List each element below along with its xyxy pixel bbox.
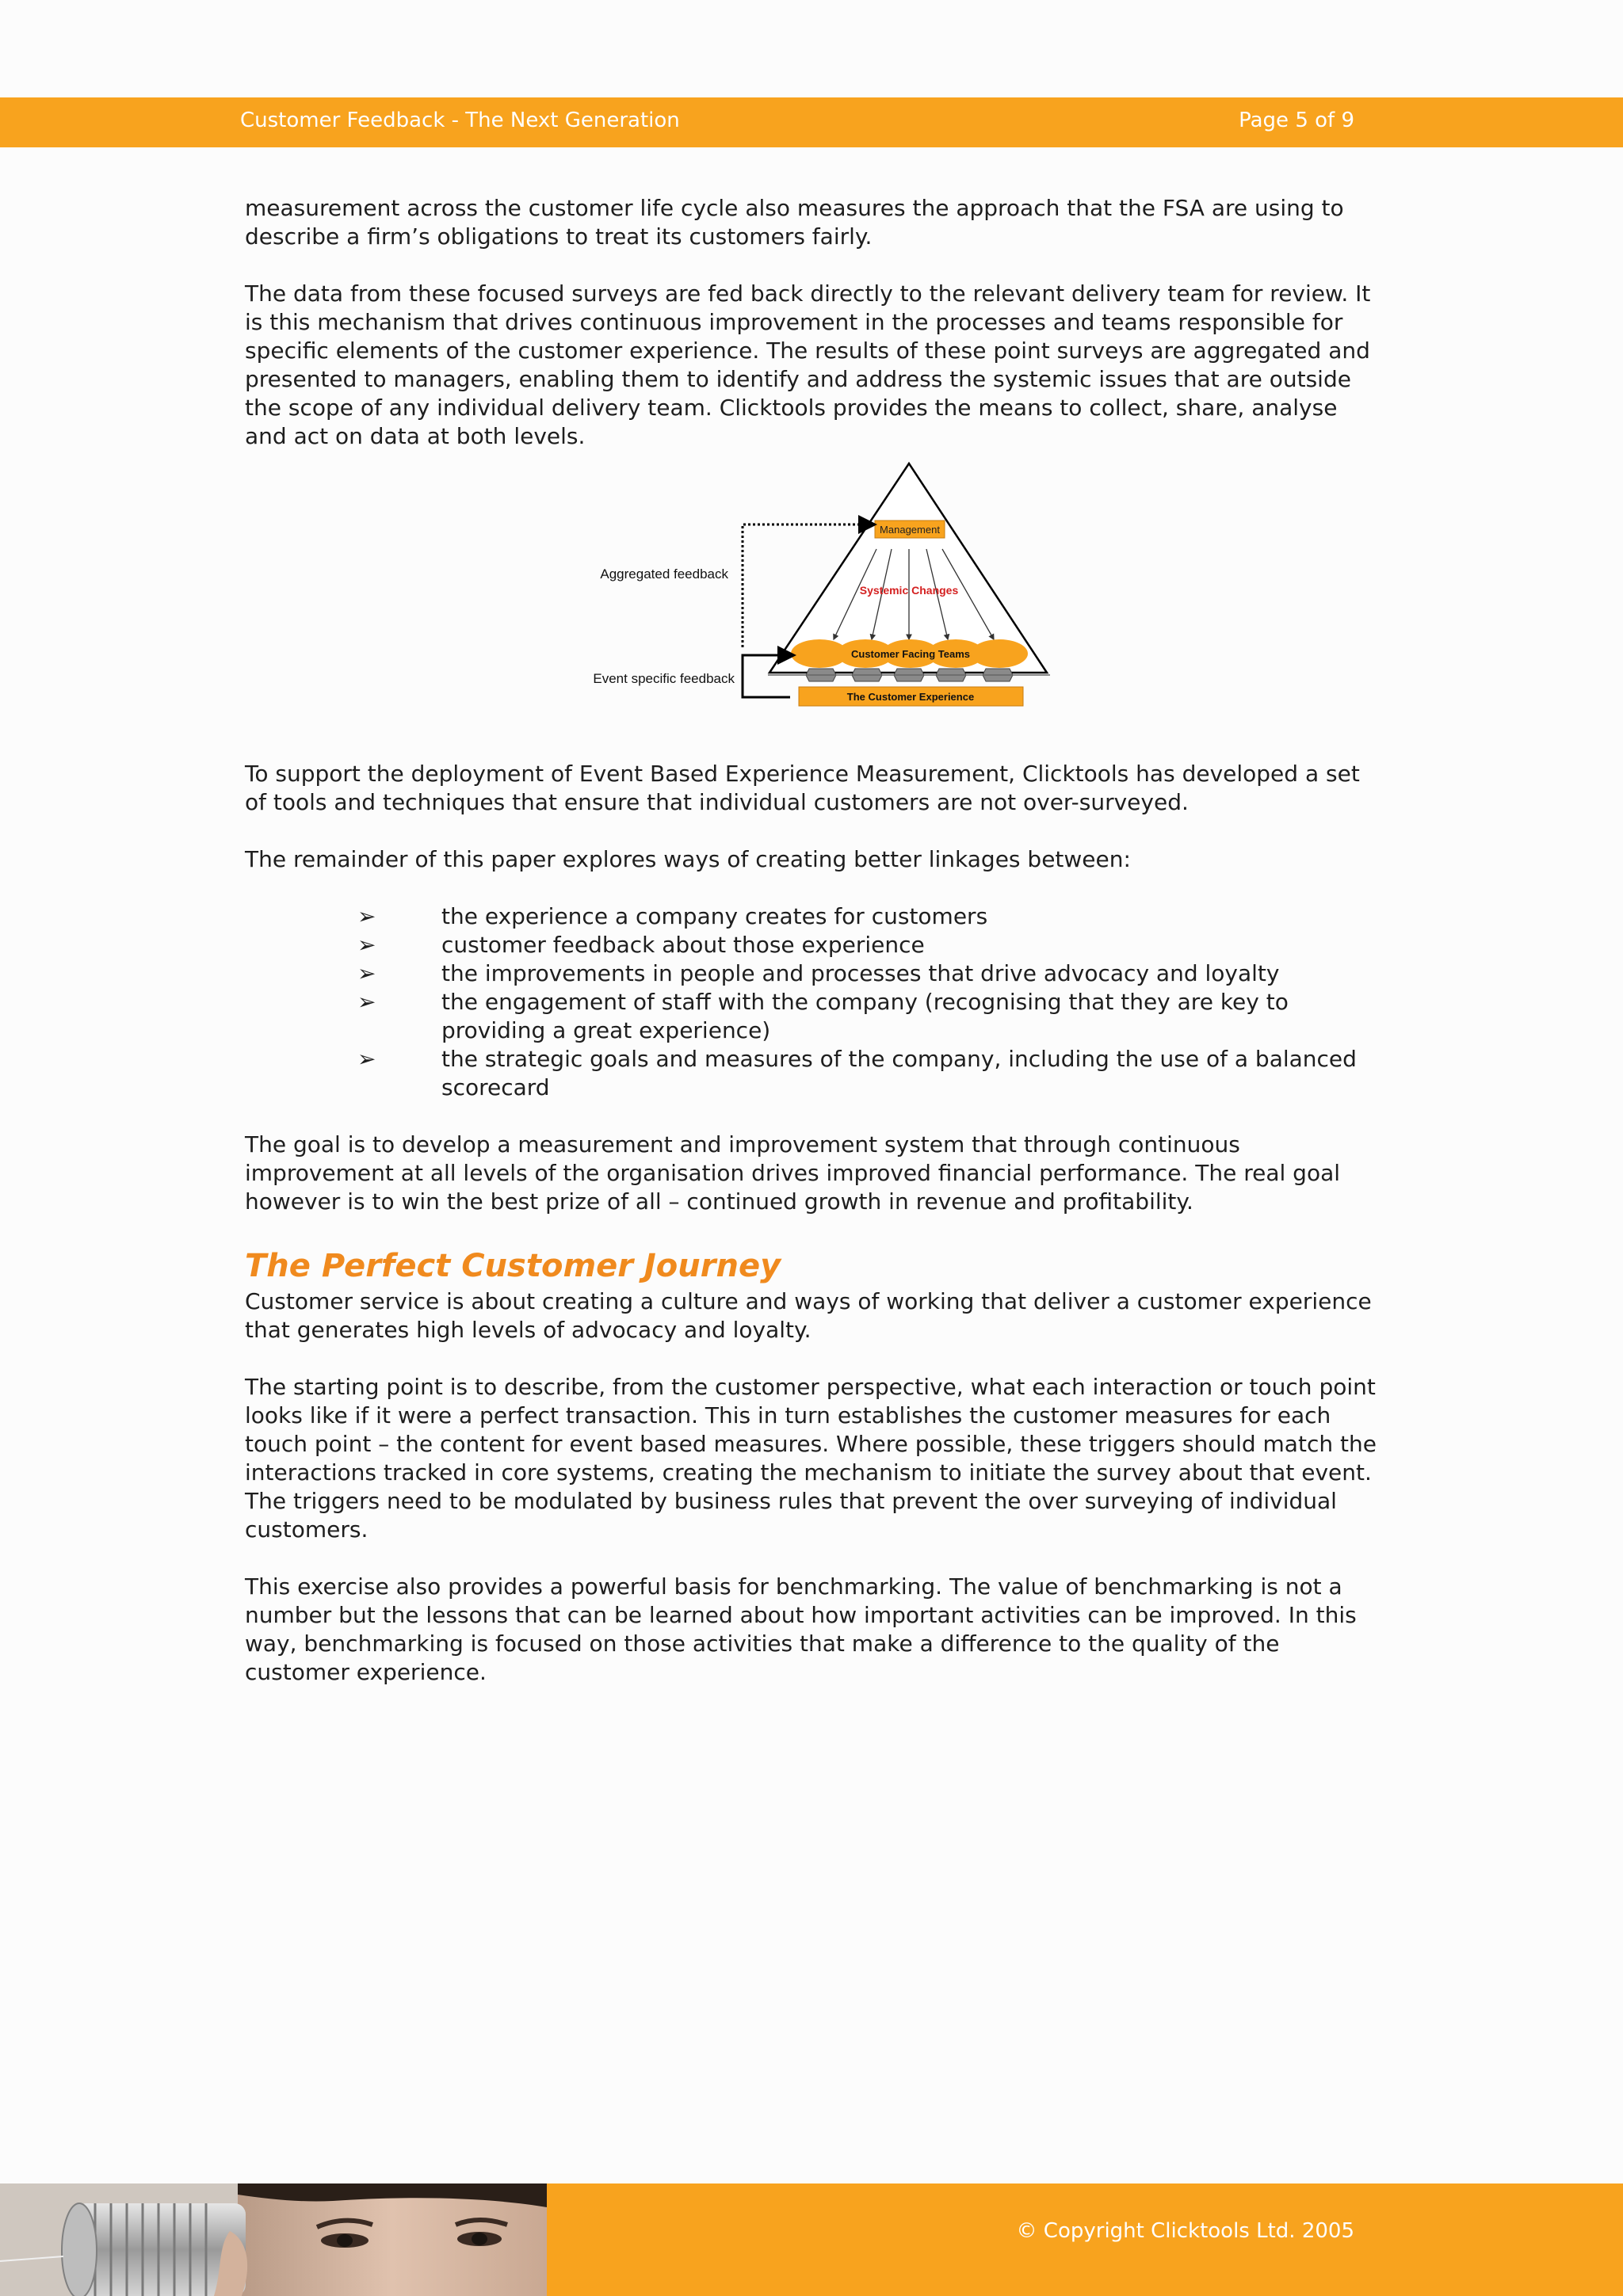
bullet-arrow-icon: ➢	[357, 1046, 376, 1072]
tin-can-phone-photo	[0, 2183, 547, 2296]
aggregated-feedback-label: Aggregated feedback	[600, 566, 728, 582]
systemic-changes-label: Systemic Changes	[859, 584, 959, 597]
event-feedback-label: Event specific feedback	[593, 671, 735, 686]
paragraph: This exercise also provides a powerful basis for benchmarking. The value of benchmarking is not a number but the lessons that can be learned about how important activities can be improved. In this way, benchmarking is focused on those activities that make a difference to the quality of the customer experience.	[245, 1573, 1357, 1685]
list-item: ➢ the experience a company creates for customers	[357, 903, 988, 929]
bullet-arrow-icon: ➢	[357, 960, 376, 986]
paragraph: The starting point is to describe, from the customer perspective, what each interaction or touch point looks like if it were a perfect transaction. This in turn establishes the customer measures for each touch point – the content for event based measures. Where possible, these triggers should match the interactions tracked in core systems, creating the mechanism to initiate the survey about that event. The triggers need to be modulated by business rules that prevent the over surveying of individual customers.	[245, 1374, 1377, 1543]
paragraph: The data from these focused surveys are fed back directly to the relevant delivery team for review. It is this mechanism that drives continuous improvement in the processes and teams responsible for specific elements of the customer experience. The results of these point surveys are aggregated and presented to managers, enabling them to identify and address the systemic issues that are outside the scope of any individual delivery team. Clicktools provides the means to collect, share, analyse and act on data at both levels.	[245, 280, 1371, 449]
experience-label: The Customer Experience	[846, 691, 975, 703]
management-label: Management	[880, 524, 940, 536]
bullet-list	[245, 902, 1386, 1102]
bullet-arrow-icon: ➢	[357, 903, 376, 929]
footer-photo	[0, 2183, 547, 2296]
team-ellipse	[971, 639, 1028, 668]
header-title: Customer Feedback - The Next Generation	[240, 109, 680, 132]
paragraph: To support the deployment of Event Based Experience Measurement, Clicktools has developed a set of tools and techniques that ensure that individual customers are not over-surveyed.	[245, 761, 1360, 815]
paragraph: measurement across the customer life cycle also measures the approach that the FSA are using to describe a firm’s obligations to treat its customers fairly.	[245, 195, 1344, 250]
list-item: ➢ the improvements in people and processes that drive advocacy and loyalty	[357, 960, 1280, 986]
feedback-pyramid-diagram	[245, 457, 1386, 738]
paragraph: The goal is to develop a measurement and improvement system that through continuous improvement at all levels of the organisation drives improved financial performance. The real goal however is to win the best prize of all – continued growth in revenue and profitability.	[245, 1131, 1341, 1215]
paragraph: Customer service is about creating a culture and ways of working that deliver a customer experience that generates high levels of advocacy and loyalty.	[245, 1288, 1372, 1343]
list-item: ➢ the engagement of staff with the company (recognising that they are key to providing a great experience)	[357, 989, 1289, 1043]
bullet-arrow-icon: ➢	[357, 932, 376, 958]
paragraph: The remainder of this paper explores ways of creating better linkages between:	[245, 846, 1131, 872]
list-item: ➢ customer feedback about those experience	[357, 932, 925, 958]
bullet-arrow-icon: ➢	[357, 989, 376, 1015]
section-heading: The Perfect Customer Journey	[245, 1248, 781, 1284]
pyramid-svg	[245, 457, 1386, 738]
page-number: Page 5 of 9	[1239, 109, 1354, 132]
page-content	[245, 194, 1386, 1715]
copyright-text: © Copyright Clicktools Ltd. 2005	[1016, 2219, 1354, 2243]
list-item: ➢ the strategic goals and measures of the company, including the use of a balanced scorecard	[357, 1046, 1357, 1100]
teams-label: Customer Facing Teams	[850, 648, 971, 660]
